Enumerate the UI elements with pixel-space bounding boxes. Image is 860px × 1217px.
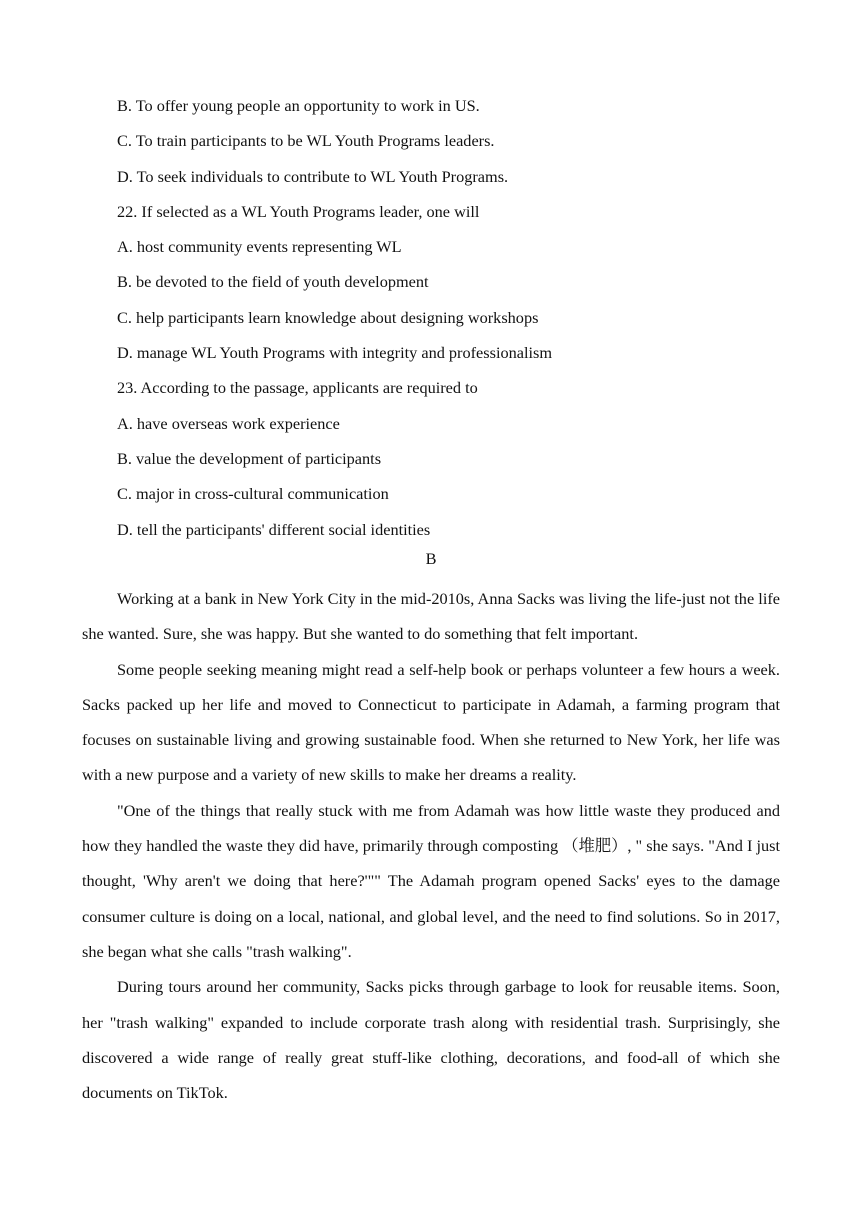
passage-paragraph: During tours around her community, Sacks picks through garbage to look for reusable items. Soon, her "trash walking" expanded to include corporate trash along with residential trash. Surprisingly, she discovered a wide range of really great stuff-like clothing, decorations, and food-all of which she documents on TikTok. [82, 977, 780, 1103]
passage-paragraph: "One of the things that really stuck with me from Adamah was how little waste they produced and how they handled the waste they did have, primarily through composting （堆肥）, " she says. "And I just thought, 'Why aren't we doing that here?'"" The Adamah program opened Sacks' eyes to the damage consumer culture is doing on a local, national, and global level, and the need to find solutions. So in 2017, she began what she calls "trash walking". [82, 800, 780, 961]
q23-option-d: D. tell the participants' different social identities [117, 519, 431, 539]
q21-option-b: B. To offer young people an opportunity to work in US. [117, 96, 480, 115]
q23-stem: 23. According to the passage, applicants are required to [117, 378, 478, 398]
q21-option-d: D. To seek individuals to contribute to WL Youth Programs. [117, 166, 509, 186]
question-list [117, 88, 797, 547]
section-heading: B [425, 549, 437, 568]
passage-b [82, 581, 780, 1110]
q22-option-a: A. host community events representing WL [117, 237, 402, 257]
q23-option-b: B. value the development of participants [117, 448, 382, 468]
q22-option-d: D. manage WL Youth Programs with integrity and professionalism [117, 343, 553, 363]
q22-option-b: B. be devoted to the field of youth development [117, 272, 429, 292]
q23-option-a: A. have overseas work experience [117, 413, 340, 433]
passage-paragraph: Some people seeking meaning might read a self-help book or perhaps volunteer a few hours a week. Sacks packed up her life and moved to Connecticut to participate in Adamah, a farming program that focuses on sustainable living and growing sustainable food. When she returned to New York, her life was with a new purpose and a variety of new skills to make her dreams a reality. [82, 659, 780, 785]
passage-paragraph: Working at a bank in New York City in the mid-2010s, Anna Sacks was living the life-just not the life she wanted. Sure, she was happy. But she wanted to do something that felt important. [82, 589, 780, 644]
q22-option-c: C. help participants learn knowledge about designing workshops [117, 307, 539, 327]
q22-stem: 22. If selected as a WL Youth Programs leader, one will [117, 201, 480, 221]
q21-option-c: C. To train participants to be WL Youth Programs leaders. [117, 131, 495, 151]
q23-option-c: C. major in cross-cultural communication [117, 484, 389, 504]
